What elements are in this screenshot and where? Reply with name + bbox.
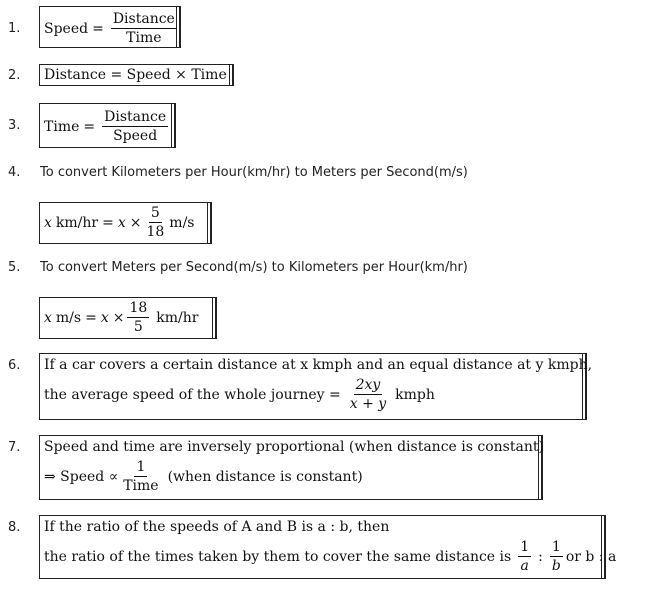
variable-x: x (117, 214, 126, 231)
item-number: 1. (8, 21, 21, 36)
ratio-line2-suffix: or b : a (565, 548, 617, 565)
fraction (518, 540, 531, 573)
fraction (144, 206, 166, 239)
average-speed-line2-prefix: the average speed of the whole journey = (44, 386, 341, 403)
denominator: a (520, 558, 529, 574)
equals-sign: = (85, 309, 97, 326)
numerator: 2xy (355, 377, 381, 393)
unit: m/s (169, 214, 195, 231)
numerator: 1 (551, 539, 561, 555)
formula-time-box (39, 103, 172, 148)
inverse-line1: Speed and time are inversely proportional (when distance is constant) (44, 439, 544, 455)
inverse-proportion-box (39, 435, 544, 500)
inverse-line2-prefix: ⇒ Speed ∝ (44, 468, 119, 485)
unit: kmph (395, 386, 435, 403)
item-number: 8. (8, 520, 21, 535)
fraction (102, 110, 168, 143)
variable-x: x (100, 309, 109, 326)
fraction (111, 12, 177, 45)
times-sign: × (129, 214, 142, 231)
unit: m/s (55, 309, 82, 326)
item-number: 3. (8, 118, 21, 133)
numerator: 1 (136, 459, 146, 475)
conversion-note: To convert Meters per Second(m/s) to Kilometers per Hour(km/hr) (40, 260, 468, 275)
speed-label: Speed (44, 20, 89, 37)
numerator: Distance (112, 11, 175, 27)
denominator: Time (126, 30, 162, 46)
ratio-line2-prefix: the ratio of the times taken by them to cover the same distance is (44, 548, 512, 565)
item-number: 4. (8, 165, 21, 180)
distance-formula: Distance = Speed × Time (44, 67, 227, 83)
fraction (127, 301, 149, 334)
numerator: Distance (104, 109, 167, 125)
average-speed-line1: If a car covers a certain distance at x kmph and an equal distance at y kmph, (44, 357, 593, 373)
item-number: 5. (8, 260, 21, 275)
ratio-colon: : (538, 548, 543, 565)
unit: km/hr (55, 214, 99, 231)
denominator: b (551, 558, 561, 574)
times-sign: × (112, 309, 125, 326)
formula-speed-box (39, 6, 177, 48)
denominator: 5 (133, 319, 143, 335)
average-speed-box (39, 353, 593, 420)
equals-sign: = (102, 214, 114, 231)
numerator: 5 (150, 205, 160, 221)
numerator: 18 (129, 300, 148, 316)
item-number: 2. (8, 68, 21, 83)
equals-sign: = (92, 20, 104, 37)
numerator: 1 (520, 539, 530, 555)
formula-ms-to-kmhr-box (39, 297, 213, 339)
fraction (348, 378, 388, 411)
denominator: 18 (146, 224, 165, 240)
denominator: Time (123, 478, 159, 494)
inverse-line2-suffix: (when distance is constant) (167, 468, 363, 485)
fraction (121, 460, 160, 493)
variable-x: x (44, 214, 52, 231)
unit: km/hr (156, 309, 199, 326)
formula-kmhr-to-ms-box (39, 202, 208, 244)
item-number: 7. (8, 440, 21, 455)
time-label: Time (44, 118, 80, 135)
item-number: 6. (8, 358, 21, 373)
fraction (550, 540, 563, 573)
formula-distance-box (39, 64, 230, 86)
denominator: Speed (113, 128, 158, 144)
conversion-note: To convert Kilometers per Hour(km/hr) to Meters per Second(m/s) (40, 165, 468, 180)
variable-x: x (44, 309, 52, 326)
ratio-line1: If the ratio of the speeds of A and B is a : b, then (44, 519, 390, 535)
denominator: x + y (349, 396, 387, 412)
equals-sign: = (83, 118, 96, 135)
time-ratio-box (39, 515, 617, 579)
